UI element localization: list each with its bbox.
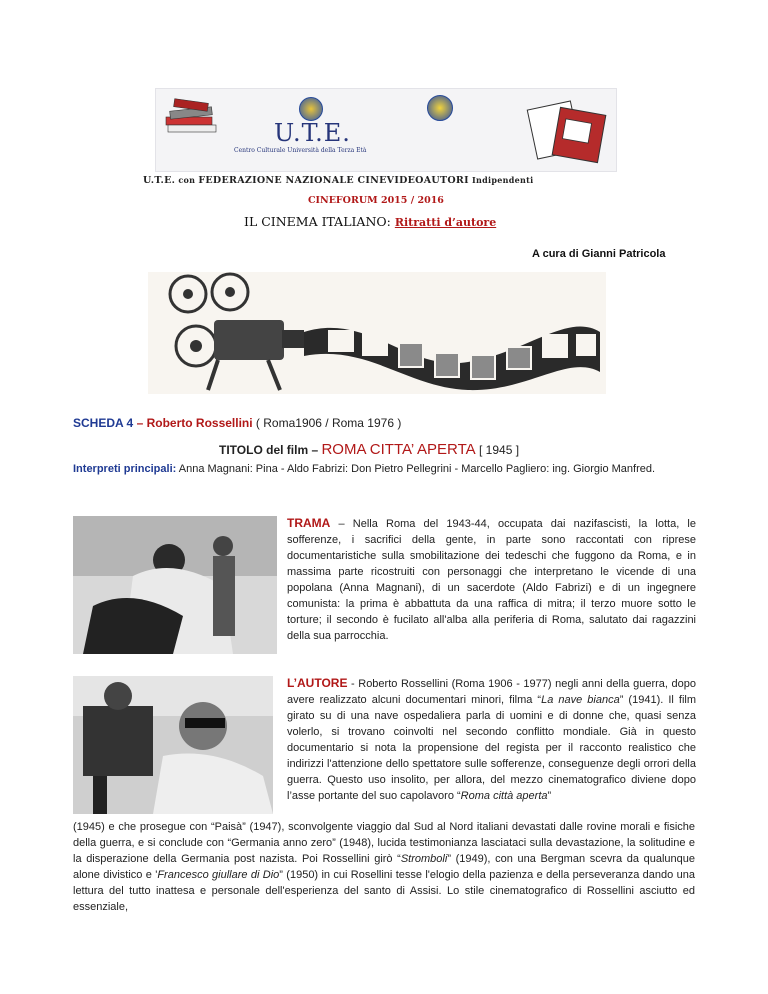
cast-text: Anna Magnani: Pina - Aldo Fabrizi: Don Pietro Pellegrini - Marcello Pagliero: ing. Giorgio Manfred. [176,463,656,475]
cineforum-line: CINEFORUM 2015 / 2016 [308,195,444,206]
film-title: ROMA CITTA’ APERTA [321,441,476,458]
film-roma-citta-aperta: Roma città aperta [460,790,548,802]
film-stromboli: Stromboli [400,853,448,865]
title-prefix: TITOLO del film – [219,443,322,457]
plot-paragraph [287,515,696,644]
author-cont-1: (1945) e che prosegue con “Paisà” (1947), sconvolgente viaggio dal Sud al Nord italiani devastati dalle rovine morali e fisiche della guerra, e si conclude con “Germania anno zero” (1948), lucida testimonianza lasciataci sulla devastazione, la solitudine e la disperazione della Germania post nazista. Poi Rossellini girò “ [73,821,695,865]
series-title [244,214,496,229]
author-paragraph [287,675,696,804]
scheda-heading [73,416,401,430]
scheda-dash: – [133,416,147,430]
cast-label: Interpreti principali: [73,463,177,475]
federation-name: FEDERAZIONE NAZIONALE CINEVIDEOAUTORI [198,175,469,186]
plot-label: TRAMA [287,516,331,530]
author-dash: - [347,678,359,690]
curator-line: A cura di Gianni Patricola [532,248,666,260]
header-banner [155,88,617,172]
logo-subtitle: Centro Culturale Università della Terza Età [234,147,367,154]
independent-label: Indipendenti [468,175,534,185]
film-francesco: Francesco giullare di Dio [157,869,280,881]
books-icon [164,95,220,135]
series-title-main: IL CINEMA ITALIANO: [244,214,395,229]
director-dates: ( Roma1906 / Roma 1976 ) [252,416,402,430]
film-title-line [219,441,519,458]
director-name: Roberto Rossellini [146,416,253,430]
author-text-2: ” (1941). Il film girato su di una nave ospedaliera parla di uomini e di donne che, quasi senza volerlo, si trovano coinvolti nel secondo conflitto mondiale. Già in questo documentario si nota la propensione del regista per il racconto realistico che indirizzi l'attenzione dello spettatore sulle sofferenze, conseguenze degli orrori della guerra. Questo uso insolito, per allora, del mezzo cinematografico diviene dopo l’asse portante del suo capolavoro “ [287,694,697,802]
author-text-3: ” [547,790,552,802]
emblem-icon [299,97,323,121]
author-cont-3: ” (1950) in cui Rosellini tesse l'elogio della pazienza e della perseveranza dando una lettura del tutto inattesa e personale dell'esperienza del santo di Assisi. Lo stile cinematografico di Rossellini asciutto ed essenziale, [73,869,695,913]
federation-line [143,175,534,186]
plot-dash: – [330,518,353,530]
film-year: [ 1945 ] [475,443,520,457]
scheda-label: SCHEDA 4 [73,416,134,430]
cast-paragraph [73,461,695,477]
author-text-1: Roberto Rossellini (Roma 1906 - 1977) negli anni della guerra, dopo avere realizzato alcuni documentari minori, filma “ [287,678,696,706]
author-label: L’AUTORE [287,676,348,690]
film-la-nave-bianca: La nave bianca [541,694,620,706]
author-cont-2: ” (1949), con una Bergman scevra da qualunque alone divistico e ' [73,853,695,881]
with-label: con [175,175,199,185]
film-still-photo [73,516,277,654]
author-paragraph-continued [73,819,695,915]
ute-label: U.T.E. [143,175,176,186]
series-title-sub: Ritratti d’autore [394,216,497,229]
film-projector-illustration [148,272,606,394]
lions-club-icon [427,95,453,121]
director-photo [73,676,273,814]
plot-text: Nella Roma del 1943-44, occupata dai nazifascisti, la lotta, le sofferenze, i sacrifici della gente, in parte sono raccontati con riprese documentaristiche sulla smobilitazione dei tedeschi che fuggono da Roma, e in massima parte ricostruiti con personaggi che interpretano le vicende di una popolana (Anna Magnani), di un sacerdote (Aldo Fabrizi) e di un ingegnere comunista: la prima è abbattuta da una raffica di mitra; il terzo muore sotto le torture; il secondo è fucilato all'alba alla periferia di Roma, salutato dai ragazzini della sua parrocchia. [287,518,696,642]
books-stack-icon [526,93,614,167]
logo-title: U.T.E. [274,119,351,147]
